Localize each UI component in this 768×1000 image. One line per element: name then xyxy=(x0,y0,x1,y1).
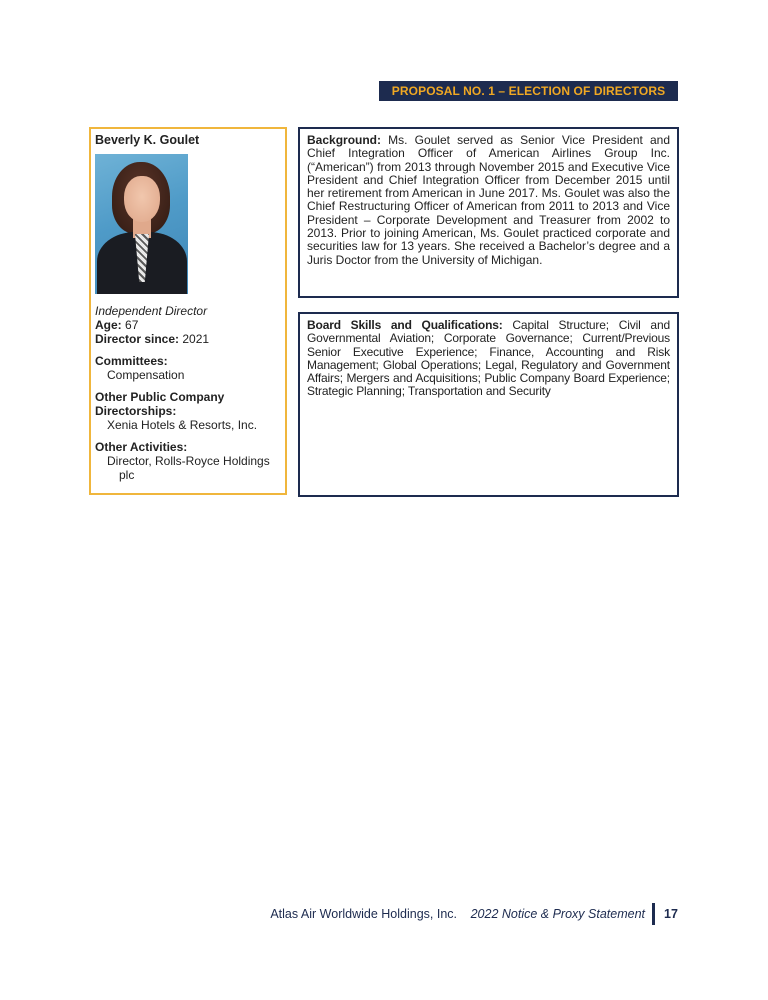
director-role: Independent Director xyxy=(95,304,208,318)
skills-label: Board Skills and Qualifications: xyxy=(307,318,503,332)
footer-divider xyxy=(652,903,655,925)
footer-company: Atlas Air Worldwide Holdings, Inc. xyxy=(270,907,457,921)
director-photo xyxy=(95,154,188,294)
director-since-label: Director since: xyxy=(95,332,180,346)
committees-label: Committees: xyxy=(95,354,168,368)
footer-document-title: 2022 Notice & Proxy Statement xyxy=(470,907,645,921)
other-activities-line1: Director, Rolls-Royce Holdings xyxy=(107,454,270,468)
age-label: Age: xyxy=(95,318,122,332)
age-value: 67 xyxy=(125,318,139,332)
section-title-banner: PROPOSAL NO. 1 – ELECTION OF DIRECTORS xyxy=(379,81,678,101)
page-footer xyxy=(0,903,680,925)
other-public-label: Other Public Company Directorships: xyxy=(95,390,225,418)
background-text: Ms. Goulet served as Senior Vice President and Chief Integration Officer of American Airlines Group Inc. (“American”) from 2013 through November 2015 and Executive Vice President and Chief Integration Officer from December 2015 until her retirement from American in June 2017. Ms. Goulet was also the Chief Restructuring Officer of American from 2011 to 2013 and Vice President – Corporate Development and Treasurer from 2002 to 2013. Prior to joining American, Ms. Goulet practiced corporate and securities law for 13 years. She received a Bachelor’s degree and a Juris Doctor from the University of Michigan. xyxy=(307,133,670,267)
other-public-value: Xenia Hotels & Resorts, Inc. xyxy=(107,418,258,432)
director-since xyxy=(95,332,281,346)
committees-value: Compensation xyxy=(107,368,185,382)
director-age xyxy=(95,318,281,332)
other-activities-section xyxy=(95,440,281,482)
other-activities-label: Other Activities: xyxy=(95,440,188,454)
director-profile-card xyxy=(89,127,287,495)
committees-section xyxy=(95,354,281,382)
skills-text: Capital Structure; Civil and Governmental Aviation; Corporate Governance; Current/Previous Senior Executive Experience; Finance, Accounting and Risk Management; Global Operations; Legal, Regulatory and Government Affairs; Mergers and Acquisitions; Public Company Board Experience; Strategic Planning; Transportation and Security xyxy=(307,318,670,399)
other-activities-line2: plc xyxy=(119,468,135,482)
director-name: Beverly K. Goulet xyxy=(95,133,200,147)
background-label: Background: xyxy=(307,133,382,147)
other-public-section xyxy=(95,390,281,432)
background-box xyxy=(298,127,679,298)
page-number: 17 xyxy=(664,907,678,921)
skills-box xyxy=(298,312,679,497)
director-since-value: 2021 xyxy=(182,332,210,346)
